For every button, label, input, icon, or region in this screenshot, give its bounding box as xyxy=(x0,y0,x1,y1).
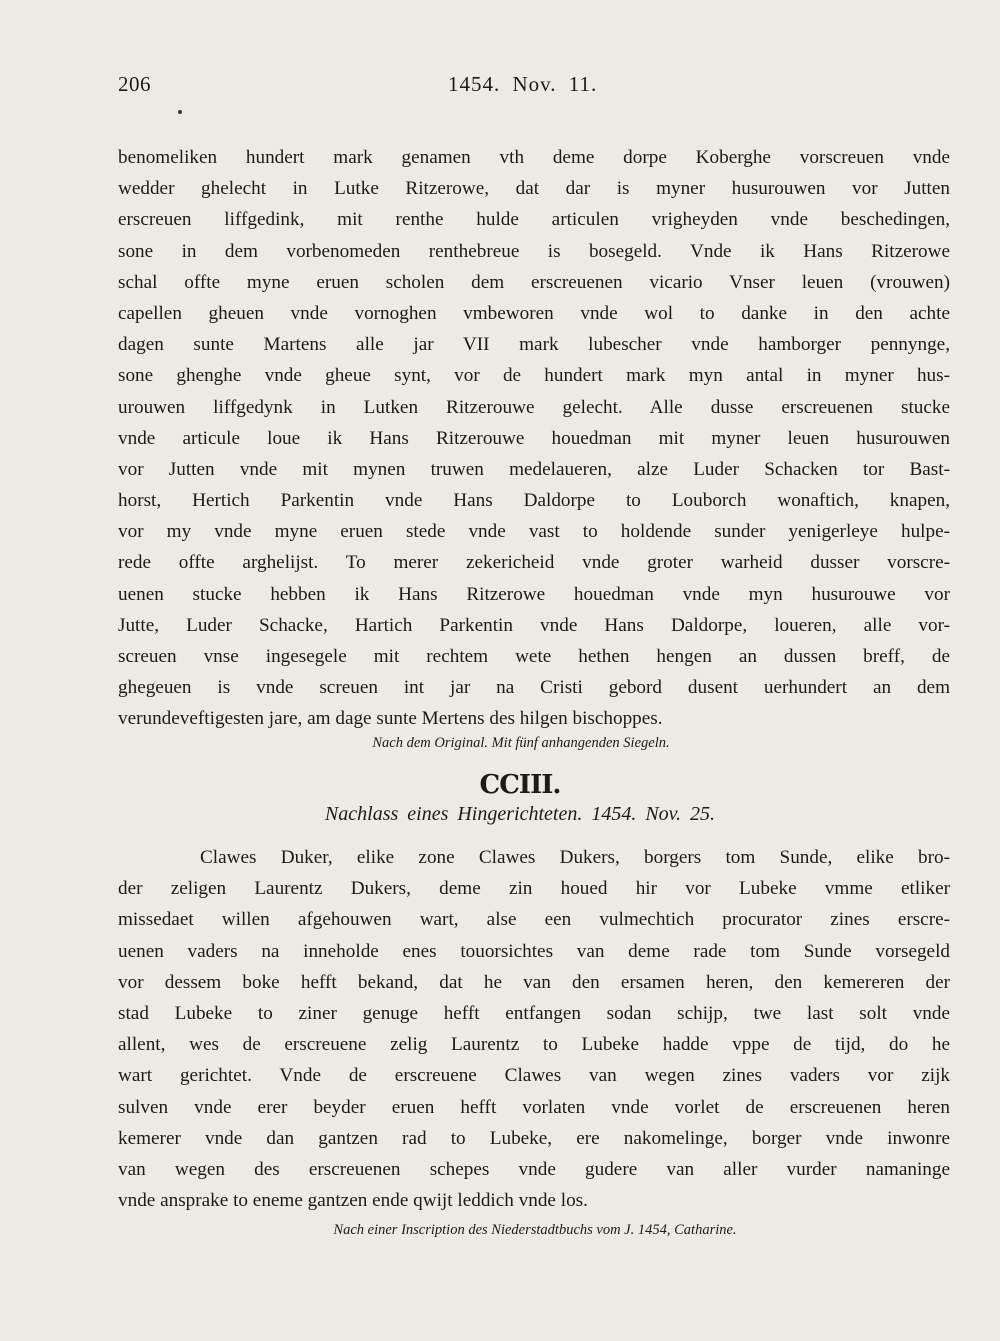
text-line: capellen gheuen vnde vornoghen vmbeworen vnde wol to danke in den achte xyxy=(118,302,950,324)
text-line: uenen stucke hebben ik Hans Ritzerowe houedman vnde myn husurouwe vor xyxy=(118,583,950,605)
text-line: schal offte myne eruen scholen dem erscreuenen vicario Vnser leuen (vrouwen) xyxy=(118,271,950,293)
text-line: vor my vnde myne eruen stede vnde vast to holdende sunder yenigerleye hulpe- xyxy=(118,521,950,543)
text-line: dagen sunte Martens alle jar VII mark lubescher vnde hamborger pennynge, xyxy=(118,334,950,356)
text-line: ghegeuen is vnde screuen int jar na Cristi gebord dusent uerhundert an dem xyxy=(118,677,950,699)
page-number: 206 xyxy=(118,72,151,96)
source-note: Nach dem Original. Mit fünf anhangenden Siegeln. xyxy=(372,735,670,751)
text-line: missedaet willen afgehouwen wart, alse een vulmechtich procurator zines erscre- xyxy=(118,909,950,931)
running-head: 1454. Nov. 11. xyxy=(448,72,598,96)
text-line: wart gerichtet. Vnde de erscreuene Clawes van wegen zines vaders vor zijk xyxy=(118,1065,950,1087)
text-line: sone ghenghe vnde gheue synt, vor de hundert mark myn antal in myner hus- xyxy=(118,365,950,387)
page-header xyxy=(118,72,946,106)
text-line: vor Jutten vnde mit mynen truwen medelaueren, alze Luder Schacken tor Bast- xyxy=(118,458,950,480)
document-title: Nachlass eines Hingerichteten. 1454. Nov. 25. xyxy=(324,803,716,825)
text-line: stad Lubeke to ziner genuge hefft entfangen sodan schijp, twe last solt vnde xyxy=(118,1002,950,1024)
text-line: Jutte, Luder Schacke, Hartich Parkentin vnde Hans Daldorpe, loueren, alle vor- xyxy=(118,614,950,636)
text-line: der zeligen Laurentz Dukers, deme zin houed hir vor Lubeke vmme etliker xyxy=(118,878,950,900)
source-note: Nach einer Inscription des Niederstadtbuchs vom J. 1454, Catharine. xyxy=(333,1222,737,1238)
text-line: Clawes Duker, elike zone Clawes Dukers, borgers tom Sunde, elike bro- xyxy=(200,847,950,868)
text-line: sone in dem vorbenomeden renthebreue is bosegeld. Vnde ik Hans Ritzerowe xyxy=(118,240,950,262)
text-line: wedder ghelecht in Lutke Ritzerowe, dat dar is myner husurouwen vor Jutten xyxy=(118,178,950,200)
text-line: benomeliken hundert mark genamen vth deme dorpe Koberghe vorscreuen vnde xyxy=(118,147,950,168)
text-line: horst, Hertich Parkentin vnde Hans Daldorpe to Louborch wonaftich, knapen, xyxy=(118,490,950,512)
text-line: vnde ansprake to eneme gantzen ende qwijt leddich vnde los. xyxy=(118,1190,588,1212)
text-line: erscreuen liffgedink, mit renthe hulde articulen vrigheyden vnde beschedingen, xyxy=(118,209,950,231)
text-line: allent, wes de erscreuene zelig Laurentz to Lubeke hadde vppe de tijd, do he xyxy=(118,1034,950,1056)
text-line: rede offte arghelijst. To merer zekericheid vnde groter warheid dusser vorscre- xyxy=(118,552,950,574)
document-body-continued xyxy=(118,142,950,735)
stray-mark xyxy=(178,110,182,114)
document-number: CCIII. xyxy=(479,770,561,800)
text-line: screuen vnse ingesegele mit rechtem wete hethen hengen an dussen breff, de xyxy=(118,646,950,667)
text-line: sulven vnde erer beyder eruen hefft vorlaten vnde vorlet de erscreuenen heren xyxy=(118,1096,950,1118)
text-line: vor dessem boke hefft bekand, dat he van den ersamen heren, den kemereren der xyxy=(118,971,950,993)
text-line: uenen vaders na inneholde enes touorsichtes van deme rade tom Sunde vorsegeld xyxy=(118,940,950,962)
document-body xyxy=(118,842,950,1216)
text-line: van wegen des erscreuenen schepes vnde gudere van aller vurder namaninge xyxy=(118,1158,950,1180)
text-line: urouwen liffgedynk in Lutken Ritzerouwe gelecht. Alle dusse erscreuenen stucke xyxy=(118,396,950,418)
text-line: kemerer vnde dan gantzen rad to Lubeke, ere nakomelinge, borger vnde inwonre xyxy=(118,1127,950,1149)
text-line: verundeveftigesten jare, am dage sunte Mertens des hilgen bischoppes. xyxy=(118,708,663,730)
text-line: vnde articule loue ik Hans Ritzerouwe houedman mit myner leuen husurouwen xyxy=(118,427,950,449)
